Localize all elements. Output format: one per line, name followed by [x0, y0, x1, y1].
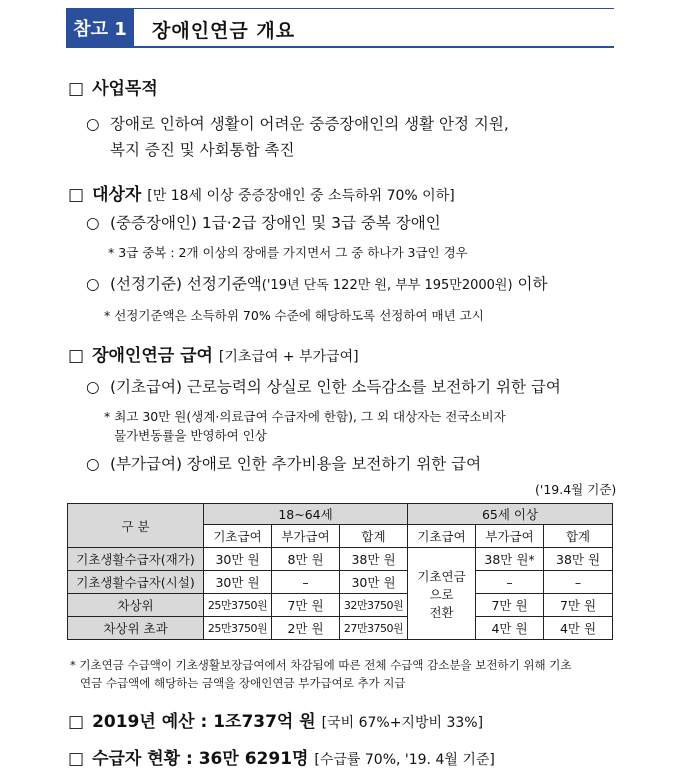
merged-pension-cell	[408, 548, 476, 640]
table-cell: 7만 원	[476, 594, 544, 617]
target-item-1	[86, 211, 441, 233]
table-cell: 8만 원	[272, 548, 340, 571]
benefit-title: 장애인연금 급여	[92, 346, 213, 366]
circle-bullet-icon: ○	[86, 214, 100, 232]
table-cell: 7만 원	[272, 594, 340, 617]
table-cell: 7만 원	[544, 594, 613, 617]
table-cell: 38만 원*	[476, 548, 544, 571]
target-item-1-text: (중증장애인) 1급·2급 장애인 및 3급 중복 장애인	[110, 214, 441, 232]
table-row	[68, 594, 613, 617]
recipients-title: 수급자 현황 : 36만 6291명	[92, 749, 309, 769]
merged-text-1: 기초연금	[417, 568, 466, 584]
table-footnote-line-2: 연금 수급액에 해당하는 금액을 장애인연금 부가급여로 추가 지급	[80, 676, 406, 690]
table-cell: 30만 원	[340, 571, 408, 594]
purpose-title: 사업목적	[92, 79, 158, 99]
table-footnote-line-1: * 기초연금 수급액이 기초생활보장급여에서 차감됨에 따른 전체 수급액 감소분을 보전하기 위해 기초	[70, 658, 572, 672]
row-label: 기초생활수급자(재가)	[68, 548, 204, 571]
circle-bullet-icon: ○	[86, 455, 100, 473]
table-row	[68, 548, 613, 571]
col-header: 부가급여	[272, 525, 340, 548]
checkbox-square-icon: □	[68, 346, 85, 366]
benefit-item-2	[86, 452, 481, 474]
target-subtitle: [만 18세 이상 중증장애인 중 소득하위 70% 이하]	[147, 188, 455, 204]
table-cell: 4만 원	[476, 617, 544, 640]
table-cell: 30만 원	[204, 548, 272, 571]
benefit-note-line-1: * 최고 30만 원(생계·의료급여 수급자에 한함), 그 외 대상자는 전국소비자	[104, 409, 506, 424]
table-cell: 32만3750원	[340, 594, 408, 617]
merged-text-2: 으로	[429, 586, 454, 602]
table-cell: 25만3750원	[204, 617, 272, 640]
target-note-1: * 3급 중복 : 2개 이상의 장애를 가지면서 그 중 하나가 3급인 경우	[108, 245, 468, 260]
table-basis-date: ('19.4월 기준)	[535, 482, 617, 497]
age-group-65-plus-header: 65세 이상	[408, 504, 613, 525]
table-cell: 30만 원	[204, 571, 272, 594]
checkbox-square-icon: □	[68, 712, 85, 732]
benefit-item-1-text: (기초급여) 근로능력의 상실로 인한 소득감소를 보전하기 위한 급여	[110, 378, 561, 396]
table-cell: 27만3750원	[340, 617, 408, 640]
target-heading	[68, 180, 455, 205]
purpose-line-2: 복지 증진 및 사회통합 촉진	[110, 141, 295, 159]
target-item-2-tail: 이하	[512, 275, 548, 293]
circle-bullet-icon: ○	[86, 115, 100, 133]
circle-bullet-icon: ○	[86, 275, 100, 293]
circle-bullet-icon: ○	[86, 378, 100, 396]
benefit-heading	[68, 341, 359, 366]
target-item-2	[86, 272, 547, 294]
target-item-2-detail: ('19년 단독 122만 원, 부부 195만2000원)	[261, 278, 513, 293]
budget-title: 2019년 예산 : 1조737억 원	[92, 712, 316, 732]
col-header: 기초급여	[204, 525, 272, 548]
recipients-heading	[68, 744, 495, 769]
col-header: 합계	[340, 525, 408, 548]
budget-heading	[68, 707, 483, 732]
benefit-item-2-text: (부가급여) 장애로 인한 추가비용을 보전하기 위한 급여	[110, 455, 482, 473]
checkbox-square-icon: □	[68, 749, 85, 769]
purpose-line-1	[86, 112, 509, 134]
checkbox-square-icon: □	[68, 185, 85, 205]
header-top-rule	[134, 8, 614, 9]
benefit-subtitle: [기초급여 + 부가급여]	[218, 349, 359, 365]
benefit-table	[67, 503, 613, 640]
target-title: 대상자	[92, 185, 142, 205]
table-row	[68, 571, 613, 594]
row-label: 차상위 초과	[68, 617, 204, 640]
budget-subtitle: [국비 67%+지방비 33%]	[321, 715, 484, 731]
col-header: 합계	[544, 525, 613, 548]
table-cell: 2만 원	[272, 617, 340, 640]
row-label: 기초생활수급자(시설)	[68, 571, 204, 594]
table-cell: 38만 원	[340, 548, 408, 571]
benefit-note-line-2: 물가변동률을 반영하여 인상	[114, 428, 267, 443]
benefit-item-1	[86, 375, 561, 397]
purpose-text-1: 장애로 인하여 생활이 어려운 중증장애인의 생활 안정 지원,	[110, 115, 509, 133]
table-cell: 4만 원	[544, 617, 613, 640]
table-corner-header: 구 분	[68, 504, 204, 548]
age-group-18-64-header: 18~64세	[204, 504, 408, 525]
section-header	[66, 8, 614, 48]
row-label: 차상위	[68, 594, 204, 617]
reference-badge: 참고 1	[66, 8, 134, 48]
table-row	[68, 617, 613, 640]
page-title: 장애인연금 개요	[152, 20, 296, 42]
table-cell: –	[476, 571, 544, 594]
table-cell: 25만3750원	[204, 594, 272, 617]
table-cell: 38만 원	[544, 548, 613, 571]
target-note-2: * 선정기준액은 소득하위 70% 수준에 해당하도록 선정하여 매년 고시	[104, 308, 484, 323]
recipients-subtitle: [수급률 70%, '19. 4월 기준]	[314, 752, 495, 768]
header-bottom-rule	[134, 46, 614, 48]
table-cell: –	[544, 571, 613, 594]
col-header: 부가급여	[476, 525, 544, 548]
checkbox-square-icon: □	[68, 79, 85, 99]
merged-text-3: 전환	[429, 604, 454, 620]
col-header: 기초급여	[408, 525, 476, 548]
purpose-heading	[68, 74, 158, 99]
target-item-2-text: (선정기준) 선정기준액	[110, 275, 262, 293]
table-cell: –	[272, 571, 340, 594]
